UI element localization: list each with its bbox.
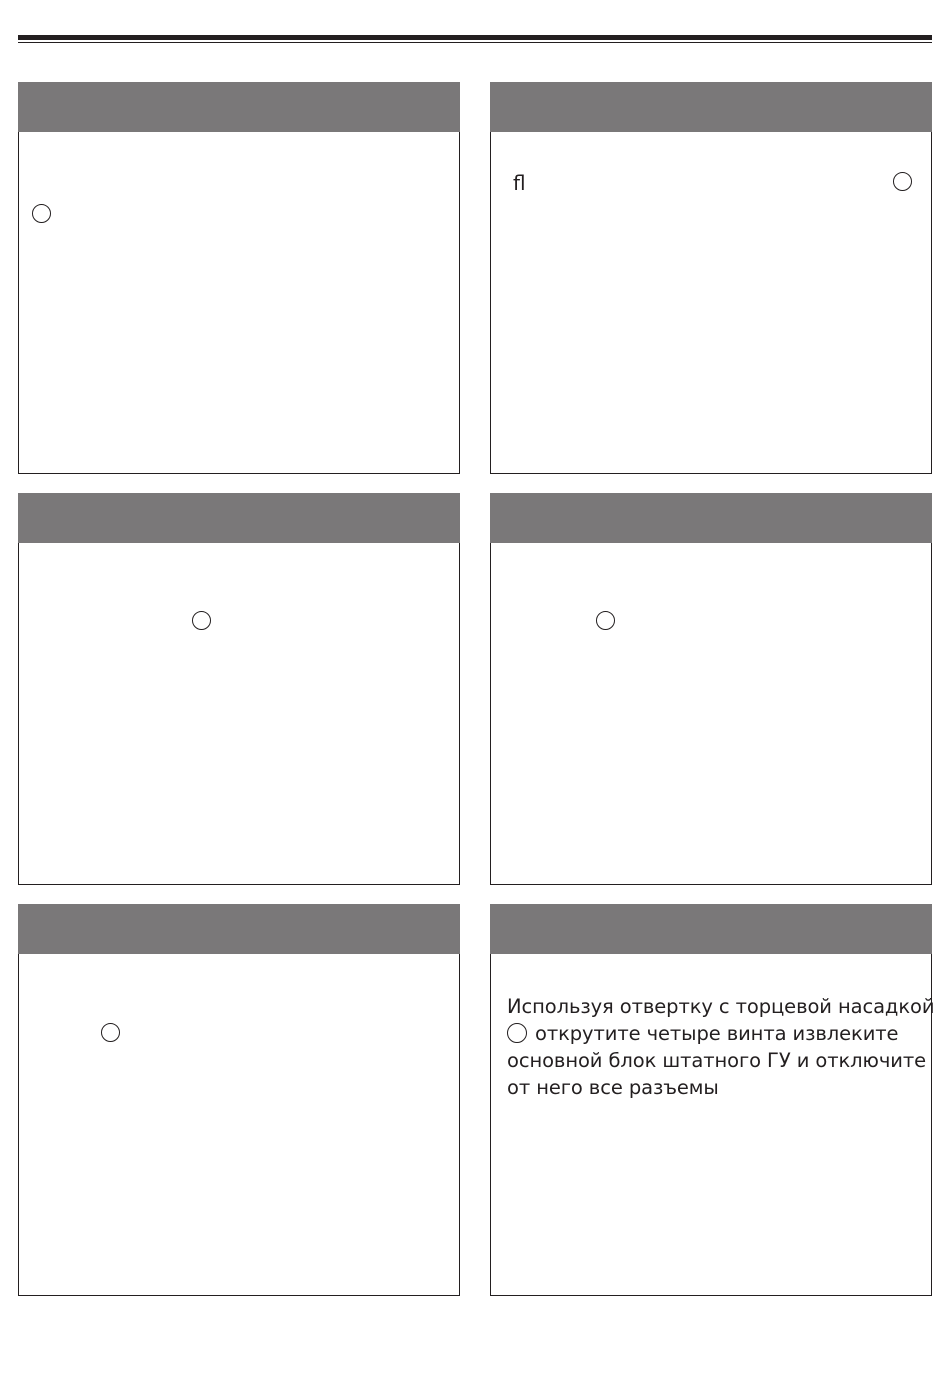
- instruction-line-4: от него все разъемы: [507, 1076, 719, 1099]
- instruction-line-3: основной блок штатного ГУ и отключите: [507, 1049, 926, 1072]
- step-panel-1: [18, 82, 460, 474]
- callout-circle-icon: [192, 611, 211, 630]
- panel-text-fragment: ﬂ: [513, 171, 526, 195]
- callout-circle-icon: [32, 204, 51, 223]
- step-panel-3: [18, 493, 460, 885]
- step-instruction: [507, 993, 935, 1101]
- callout-circle-icon: [893, 172, 912, 191]
- panel-header-bar: [490, 904, 932, 954]
- instruction-line-1: Используя отвертку с торцевой насадкой: [507, 995, 935, 1018]
- callout-circle-icon: [101, 1023, 120, 1042]
- panel-header-bar: [490, 493, 932, 543]
- instruction-line-2: открутите четыре винта извлеките: [535, 1022, 899, 1045]
- step-panel-6: [490, 904, 935, 1296]
- step-panel-2: [490, 82, 932, 474]
- header-rule-thin: [18, 42, 932, 43]
- header-rule-thick: [18, 35, 932, 40]
- callout-circle-icon: [507, 1023, 527, 1043]
- callout-circle-icon: [596, 611, 615, 630]
- panel-header-bar: [18, 82, 460, 132]
- panel-header-bar: [18, 493, 460, 543]
- panel-header-bar: [490, 82, 932, 132]
- step-panel-4: [490, 493, 932, 885]
- instruction-line-2-row: [507, 1020, 927, 1047]
- step-panel-5: [18, 904, 460, 1296]
- panel-header-bar: [18, 904, 460, 954]
